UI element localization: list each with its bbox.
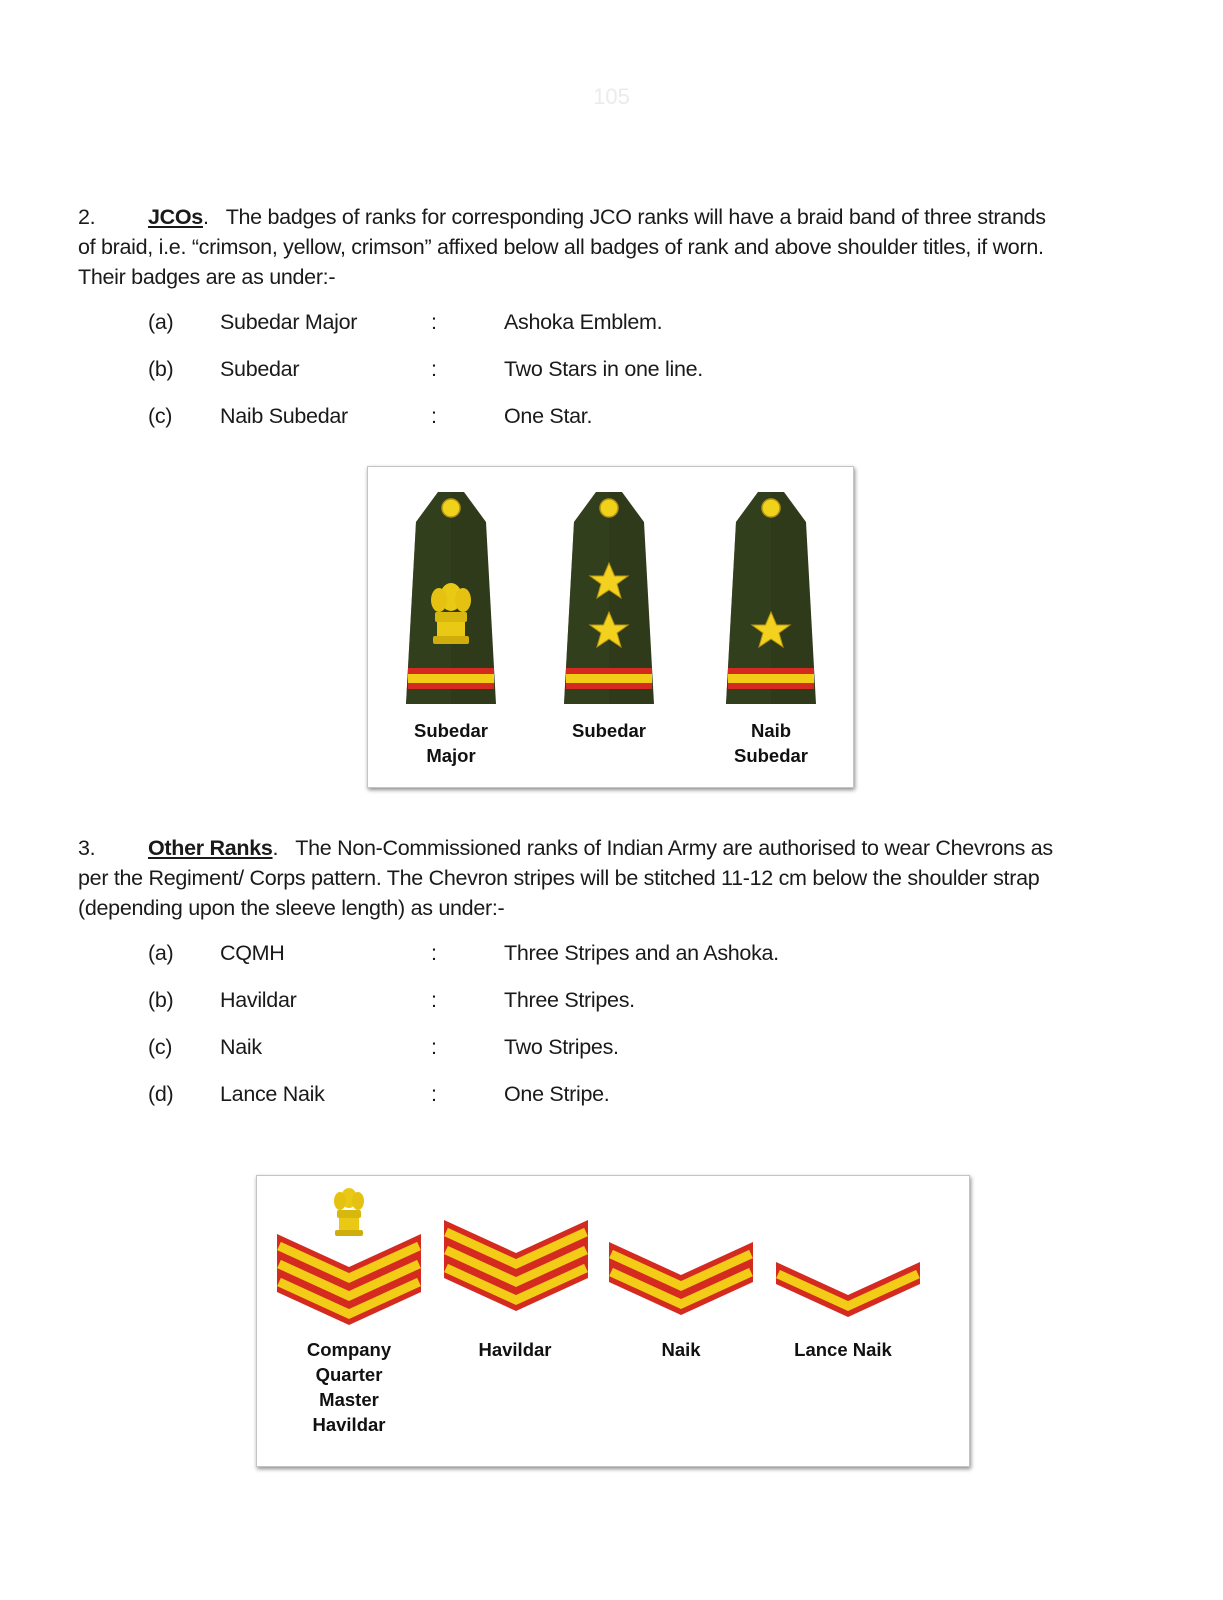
list-separator: : <box>431 941 437 965</box>
list-separator: : <box>431 1082 437 1106</box>
list-label: (b) <box>148 988 174 1012</box>
ashoka-emblem-icon <box>334 1188 364 1236</box>
list-separator: : <box>431 1035 437 1059</box>
jco-line-3: Their badges are as under:- <box>78 265 336 289</box>
list-description: Three Stripes and an Ashoka. <box>504 941 779 965</box>
list-label: (a) <box>148 310 174 334</box>
list-rank: Havildar <box>220 988 297 1012</box>
page-number: 105 <box>593 84 630 109</box>
jco-line-2: of braid, i.e. “crimson, yellow, crimson” affixed below all badges of rank and above shoulder titles, if worn. <box>78 235 1044 259</box>
jco-line-1-text: The badges of ranks for corresponding JCO ranks will have a braid band of three strands <box>225 205 1046 229</box>
subedar-shoulder-board <box>559 492 659 707</box>
caption-line: Havildar <box>312 1414 386 1435</box>
subedar-major-shoulder-board <box>401 492 501 707</box>
caption-line: Lance Naik <box>794 1339 892 1360</box>
button-icon <box>442 499 460 517</box>
caption-line: Company <box>306 1339 392 1360</box>
or-caption-lance-naik <box>768 1337 918 1362</box>
list-separator: : <box>431 988 437 1012</box>
ashoka-emblem-icon <box>431 583 471 644</box>
caption-line: Quarter <box>315 1364 383 1385</box>
or-caption-cqmh <box>279 1337 419 1437</box>
list-rank: Naib Subedar <box>220 404 348 428</box>
caption-line: Havildar <box>478 1339 552 1360</box>
caption-line: Naib <box>750 720 792 741</box>
list-description: One Star. <box>504 404 593 428</box>
list-rank: Subedar <box>220 357 300 381</box>
or-heading: Other Ranks <box>148 836 273 860</box>
jco-heading-suffix: . <box>202 205 209 229</box>
or-heading-suffix: . <box>272 836 279 860</box>
list-description: Two Stars in one line. <box>504 357 703 381</box>
list-separator: : <box>431 357 437 381</box>
caption-line: Master <box>319 1389 379 1410</box>
jco-section-number: 2. <box>78 205 96 229</box>
naib-subedar-shoulder-board <box>721 492 821 707</box>
list-label: (c) <box>148 1035 173 1059</box>
jco-caption-subedar-major <box>381 718 521 768</box>
or-line-3: (depending upon the sleeve length) as under:- <box>78 896 505 920</box>
caption-line: Naik <box>661 1339 701 1360</box>
list-rank: CQMH <box>220 941 285 965</box>
list-rank: Lance Naik <box>220 1082 325 1106</box>
list-label: (b) <box>148 357 174 381</box>
caption-line: Subedar <box>733 745 809 766</box>
or-paragraph <box>78 833 1148 923</box>
jco-heading: JCOs <box>148 205 203 229</box>
list-rank: Subedar Major <box>220 310 358 334</box>
or-chevrons-figure <box>256 1175 970 1467</box>
button-icon <box>600 499 618 517</box>
jco-badges-figure <box>367 466 854 788</box>
list-description: One Stripe. <box>504 1082 610 1106</box>
list-description: Three Stripes. <box>504 988 635 1012</box>
cqmh-chevron <box>273 1182 425 1332</box>
list-rank: Naik <box>220 1035 262 1059</box>
list-label: (a) <box>148 941 174 965</box>
list-label: (d) <box>148 1082 174 1106</box>
havildar-chevron <box>440 1216 592 1316</box>
or-line-1 <box>78 833 1148 863</box>
or-caption-naik <box>611 1337 751 1362</box>
list-description: Two Stripes. <box>504 1035 619 1059</box>
caption-line: Subedar <box>413 720 489 741</box>
list-label: (c) <box>148 404 173 428</box>
list-description: Ashoka Emblem. <box>504 310 663 334</box>
caption-line: Subedar <box>571 720 647 741</box>
jco-paragraph <box>78 202 1148 292</box>
naik-chevron <box>605 1238 757 1318</box>
list-separator: : <box>431 310 437 334</box>
or-line-2: per the Regiment/ Corps pattern. The Chevron stripes will be stitched 11-12 cm below the shoulder strap <box>78 866 1040 890</box>
button-icon <box>762 499 780 517</box>
or-line-1-text: The Non-Commissioned ranks of Indian Army are authorised to wear Chevrons as <box>295 836 1053 860</box>
list-separator: : <box>431 404 437 428</box>
caption-line: Major <box>426 745 476 766</box>
jco-caption-subedar <box>539 718 679 743</box>
lance-naik-chevron <box>772 1258 924 1320</box>
jco-line-1 <box>78 202 1148 232</box>
jco-caption-naib-subedar <box>701 718 841 768</box>
or-caption-havildar <box>445 1337 585 1362</box>
or-section-number: 3. <box>78 836 96 860</box>
